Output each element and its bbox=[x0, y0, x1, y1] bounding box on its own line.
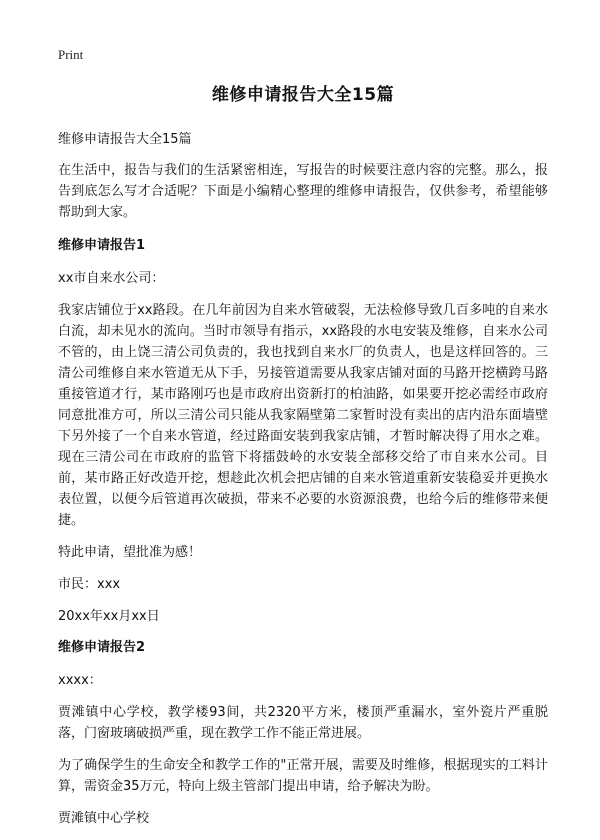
report-section-2 bbox=[58, 638, 548, 829]
page-title: 维修申请报告大全15篇 bbox=[211, 85, 395, 105]
body-paragraph: 贾滩镇中心学校，教学楼93间，共2320平方米，楼顶严重漏水，室外瓷片严重脱落，门窗玻璃破损严重，现在教学工作不能正常进展。 bbox=[58, 705, 548, 741]
salutation: xxxx： bbox=[58, 673, 102, 688]
print-link[interactable]: Print bbox=[58, 47, 84, 62]
report-section-1 bbox=[58, 236, 548, 627]
salutation: xx市自来水公司： bbox=[58, 271, 165, 286]
signature: 贾滩镇中心学校 bbox=[58, 811, 150, 826]
date-line: 20xx年xx月xx日 bbox=[58, 609, 160, 624]
section-heading: 维修申请报告2 bbox=[58, 640, 146, 655]
body-paragraph: 为了确保学生的生命安全和教学工作的"正常开展，需要及时维修，根据现实的工料计算，需资金35万元，特向上级主管部门提出申请，给予解决为盼。 bbox=[58, 758, 548, 794]
document-subtitle: 维修申请报告大全15篇 bbox=[58, 132, 192, 147]
closing-line: 特此申请，望批准为感！ bbox=[58, 545, 202, 560]
signature: 市民：xxx bbox=[58, 577, 121, 592]
section-heading: 维修申请报告1 bbox=[58, 238, 146, 253]
document-page bbox=[58, 80, 548, 840]
intro-paragraph: 在生活中，报告与我们的生活紧密相连，写报告的时候要注意内容的完整。那么，报告到底怎么写才合适呢？下面是小编精心整理的维修申请报告，仅供参考，希望能够帮助到大家。 bbox=[58, 163, 548, 220]
body-paragraph: 我家店铺位于xx路段。在几年前因为自来水管破裂，无法检修导致几百多吨的自来水白流，却未见水的流向。当时市领导有指示，xx路段的水电安装及维修，自来水公司不管的，由上饶三清公司负责的，我也找到自来水厂的负责人，也是这样回答的。三清公司维修自来水管道无从下手，另接管道需要从我家店铺对面的马路开挖横跨马路重接管道才行，某市路刚巧也是市政府出资新打的柏油路，如果要开挖必需经市政府同意批准方可，所以三清公司只能从我家隔壁第二家暂时没有卖出的店内沿东面墙壁下另外接了一个自来水管道，经过路面安装到我家店铺，才暂时解决得了用水之难。现在三清公司在市政府的监管下将擂鼓岭的水安装全部移交给了市自来水公司。目前，某市路正好改造开挖，想趁此次机会把店铺的自来水管道重新安装稳妥并更换水表位置，以便今后管道再次破损，带来不必要的水资源浪费，也给今后的维修带来便捷。 bbox=[58, 303, 548, 528]
